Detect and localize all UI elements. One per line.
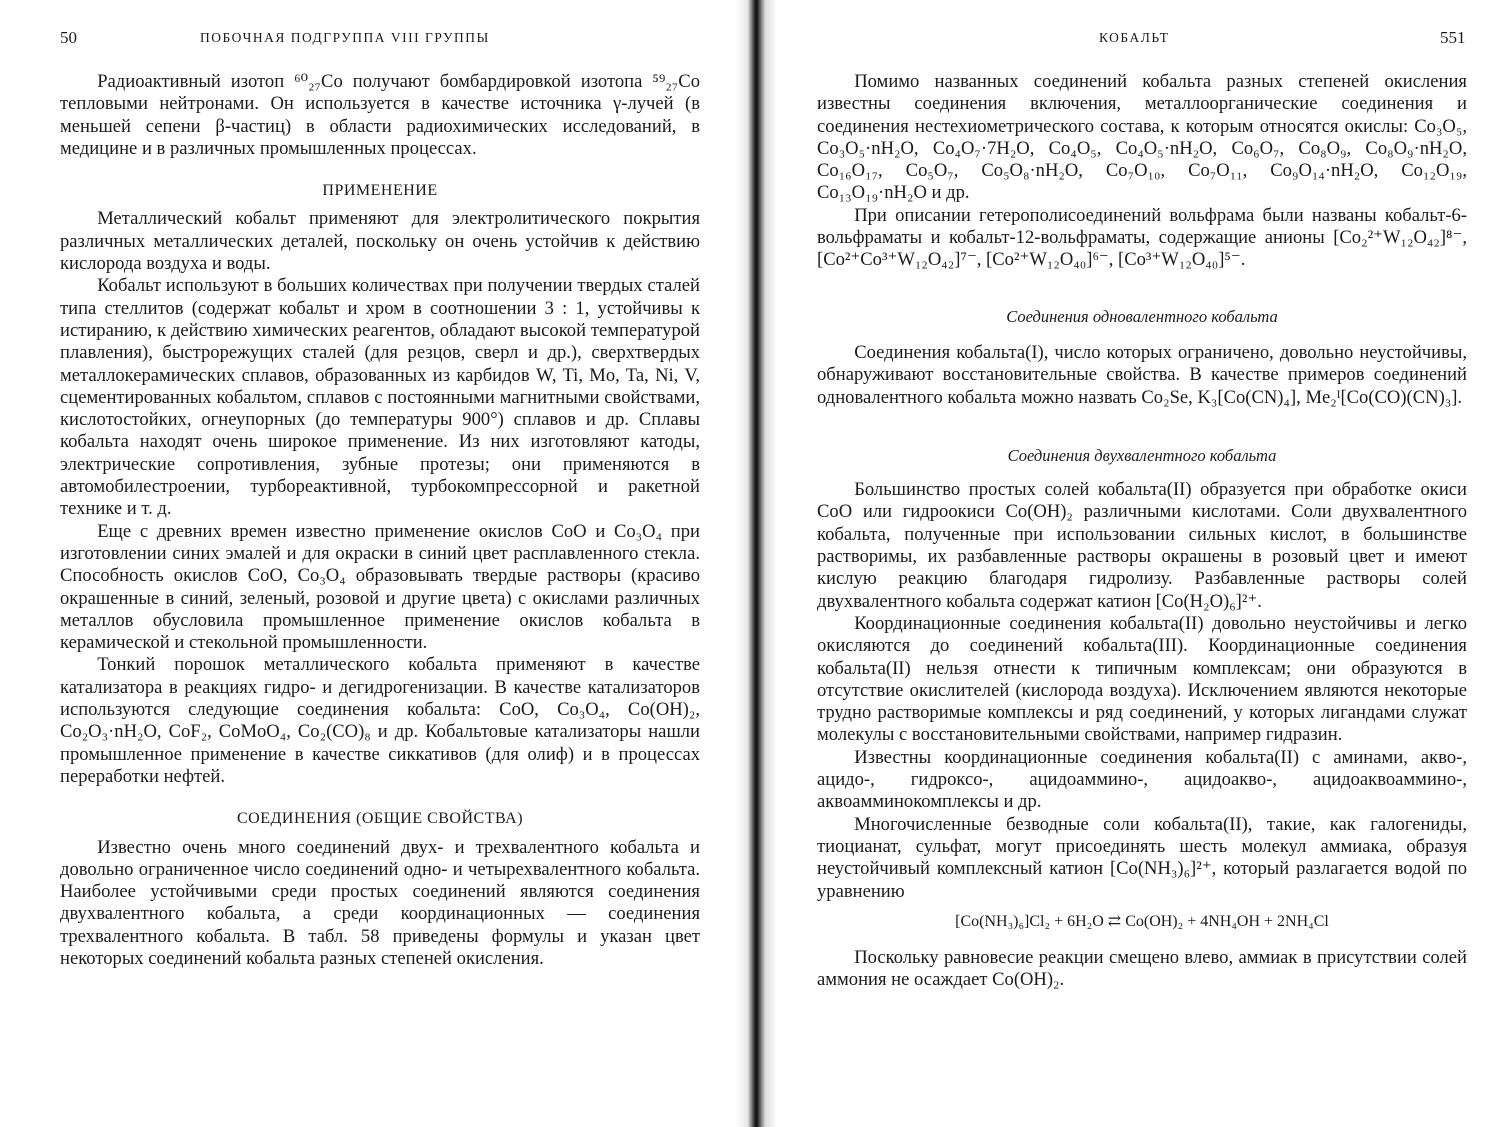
paragraph: Большинство простых солей кобальта(II) образуется при обработке окиси CoO или гидроокиси Co(OH)₂ различными кислотами. Соли двухвалентного кобальта, полученные при использовании сильных кислот, в большинстве растворимы, их разбавленные растворы окрашены в розовый цвет и имеют кислую реакцию благодаря гидролизу. Разбавленные растворы солей двухвалентного кобальта содержат катион [Co(H₂O)₆]²⁺. [817, 479, 1467, 612]
paragraph: Известны координационные соединения кобальта(II) с аминами, акво-, ацидо-, гидроксо-, ацидоаммино-, ацидоакво-, ацидоаквоаммино-, аквоамминокомплексы и др. [817, 746, 1467, 813]
page-number: 551 [1440, 28, 1466, 47]
paragraph: Металлический кобальт применяют для электролитического покрытия различных металлических деталей, поскольку он очень устойчив к действию кислорода воздуха и воды. [60, 208, 700, 275]
right-page [777, 0, 1504, 1127]
paragraph: Поскольку равновесие реакции смещено влево, аммиак в присутствии солей аммония не осаждает Co(OH)₂. [817, 947, 1467, 991]
paragraph: Известно очень много соединений двух- и трехвалентного кобальта и довольно ограниченное число соединений одно- и четырехвалентного кобальта. Наиболее устойчивыми среди простых соединений являются соединения двухвалентного кобальта, а среди координационных — соединения трехвалентного кобальта. В табл. 58 приведены формулы и указан цвет некоторых соединений кобальта разных степеней окисления. [60, 836, 700, 969]
section-heading: Соединения двухвалентного кобальта [1007, 445, 1277, 465]
running-header: ПОБОЧНАЯ ПОДГРУППА VIII ГРУППЫ [200, 30, 490, 45]
left-page [0, 0, 735, 1127]
paragraph: Координационные соединения кобальта(II) довольно неустойчивы и легко окисляются до соединений кобальта(III). Координационные соединения кобальта(II) нельзя отнести к типичным комплексам; они образуются в отсутствие окислителей (кислорода воздуха). Исключением являются некоторые трудно растворимые комплексы и ряд соединений, у которых лигандами служат молекулы с восстановительными свойствами, например гидразин. [817, 612, 1467, 746]
running-header: КОБАЛЬТ [1099, 30, 1170, 45]
paragraph: Многочисленные безводные соли кобальта(II), такие, как галогениды, тиоцианат, сульфат, могут присоединять шесть молекул аммиака, образуя неустойчивый комплексный катион [Co(NH₃)₆]²⁺, который разлагается водой по уравнению [817, 813, 1467, 902]
paragraph: При описании гетерополисоединений вольфрама были названы кобальт-6-вольфраматы и кобальт-12-вольфраматы, содержащие анионы [Co₂²⁺W₁₂O₄₂]⁸⁻, [Co²⁺Co³⁺W₁₂O₄₂]⁷⁻, [Co²⁺W₁₂O₄₀]⁶⁻, [Co³⁺W₁₂O₄₀]⁵⁻. [817, 204, 1467, 271]
paragraph: Еще с древних времен известно применение окислов CoO и Co₃O₄ при изготовлении синих эмалей и для окраски в синий цвет расплавленного стекла. Способность окислов CoO, Co₃O₄ образовывать твердые растворы (красиво окрашенные в синий, зеленый, розовой и другие цвета) с окислами различных металлов обусловила промышленное применение окислов кобальта в керамической и стекольной промышленности. [60, 520, 700, 654]
paragraph: Тонкий порошок металлического кобальта применяют в качестве катализатора в реакциях гидро- и дегидрогенизации. В качестве катализаторов используются следующие соединения кобальта: CoO, Co₃O₄, Co(OH)₂, Co₂O₃·nH₂O, CoF₂, CoMoO₄, Co₂(CO)₈ и др. Кобальтовые катализаторы нашли промышленное применение в качестве сиккативов (для олиф) и в процессах переработки нефтей. [60, 654, 700, 787]
page-number: 50 [60, 28, 77, 47]
paragraph: Радиоактивный изотоп ⁶⁰₂₇Co получают бомбардировкой изотопа ⁵⁹₂₇Co тепловыми нейтронами. Он используется в качестве источника γ-лучей (в меньшей сепени β-частиц) в области радиохимических исследований, в медицине и в различных промышленных процессах. [60, 71, 700, 159]
book-spine-gutter [735, 0, 777, 1127]
paragraph: Соединения кобальта(I), число которых ограничено, довольно неустойчивы, обнаруживают восстановительные свойства. В качестве примеров соединений одновалентного кобальта можно назвать Co₂Se, K₃[Co(CN)₄], Me₂ᴵ[Co(CO)(CN)₃]. [817, 341, 1467, 408]
paragraph: Помимо названных соединений кобальта разных степеней окисления известны соединения включения, металлоорганические соединения и соединения нестехиометрического состава, к которым относятся окислы: Co₃O₅, Co₃O₅·nH₂O, Co₄O₇·7H₂O, Co₄O₅, Co₄O₅·nH₂O, Co₆O₇, Co₈O₉, Co₈O₉·nH₂O, Co₁₆O₁₇, Co₅O₇, Co₅O₈·nH₂O, Co₇O₁₀, Co₇O₁₁, Co₉O₁₄·nH₂O, Co₁₂O₁₉, Co₁₃O₁₉·nH₂O и др. [817, 71, 1467, 204]
text-column [60, 71, 700, 970]
section-heading: ПРИМЕНЕНИЕ [322, 182, 438, 200]
chemical-equation: [Co(NH₃)₆]Cl₂ + 6H₂O ⇄ Co(OH)₂ + 4NH₄OH + 2NH₄Cl [955, 912, 1329, 930]
text-column [817, 71, 1467, 992]
section-heading: СОЕДИНЕНИЯ (ОБЩИЕ СВОЙСТВА) [236, 810, 524, 828]
paragraph: Кобальт используют в больших количествах при получении твердых сталей типа стеллитов (содержат кобальт и хром в соотношении 3 : 1, устойчивы к истиранию, к действию химических реагентов, обладают высокой температурой плавления), быстрорежущих сталей (для резцов, сверл и др.), сверхтвердых металлокерамических сплавов, образованных из карбидов W, Ti, Mo, Ta, Ni, V, сцементированных кобальтом, сплавов с постоянными магнитными свойствами, кислотостойких, огнеупорных (до температуры 900°) сплавов и др. Сплавы кобальта находят очень широкое применение. Из них изготовляют катоды, электрические сопротивления, зубные протезы; они применяются в автомобилестроении, турбореактивной, турбокомпрессорной и ракетной технике и т. д. [60, 275, 700, 520]
section-heading: Соединения одновалентного кобальта [1006, 306, 1278, 326]
